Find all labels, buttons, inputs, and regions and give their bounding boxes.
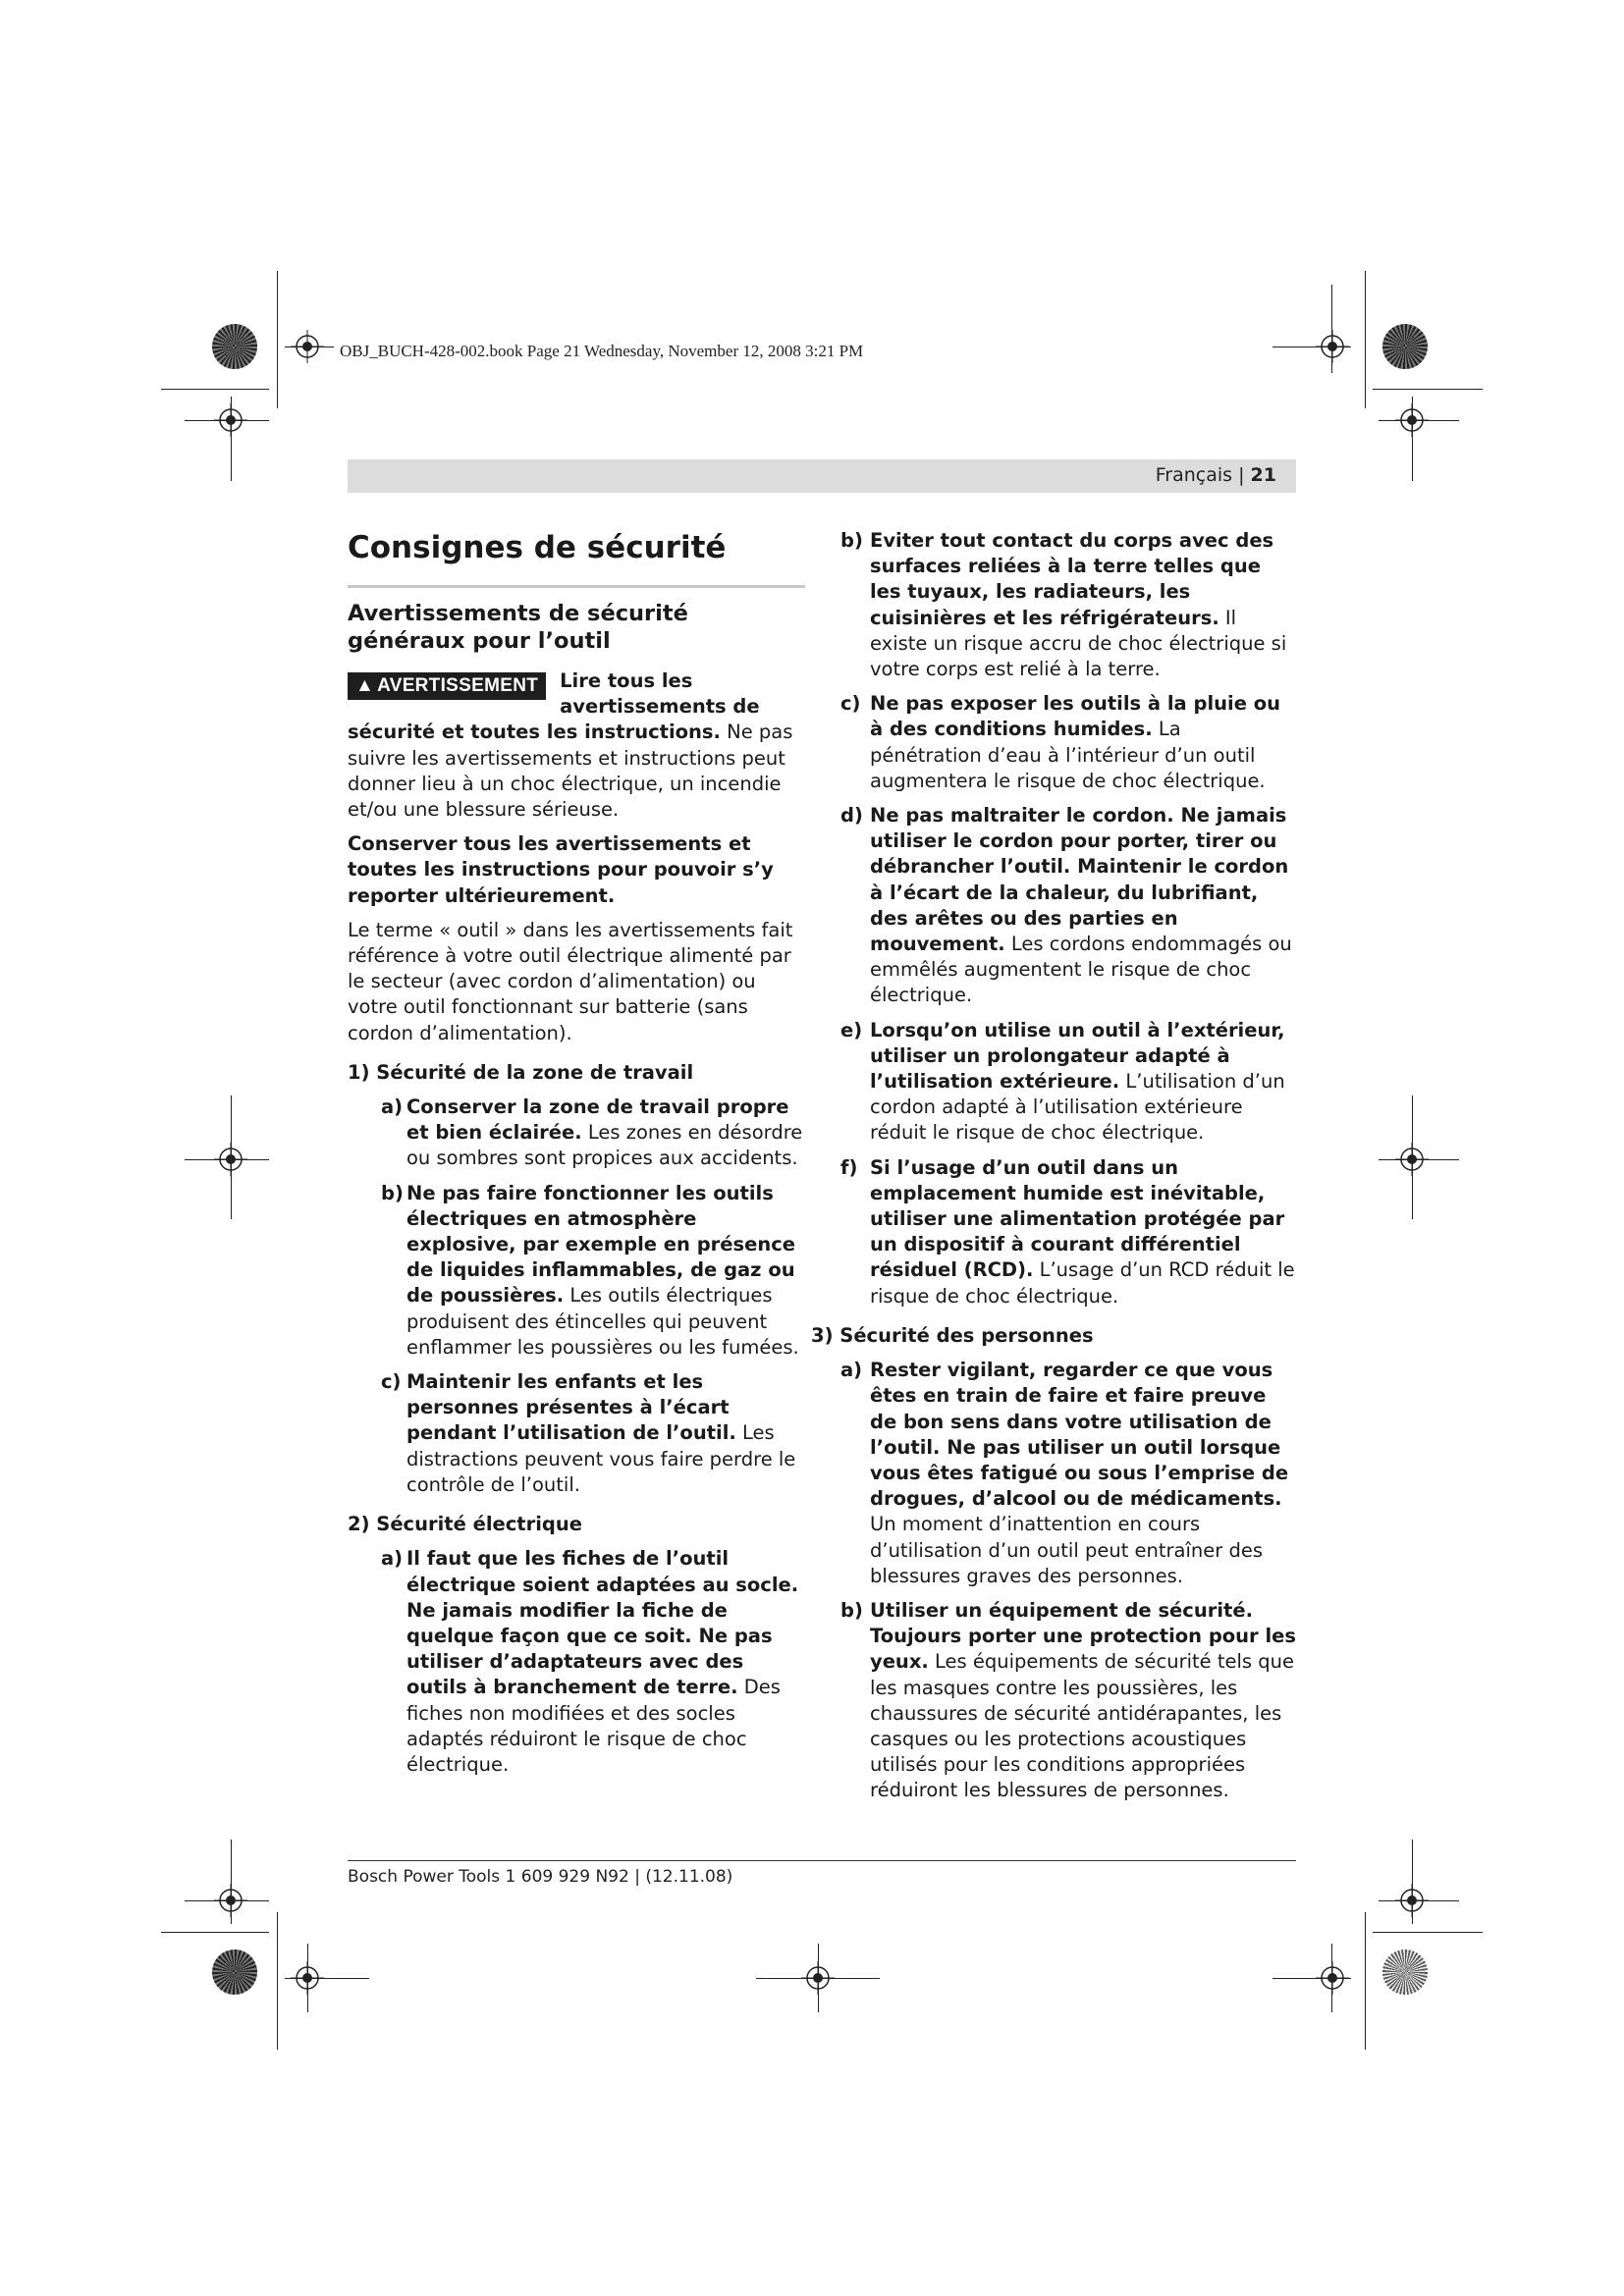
crosshair-icon [1395,1143,1429,1176]
term-definition: Le terme « outil » dans les avertissements fait référence à votre outil électrique alimenté par le secteur (avec cordon d’alimentation) ou votre outil fonctionnant sur batterie (sans cordon d’alimentation). [348,918,793,1044]
right-column [811,528,1296,1813]
header-language: Français | [1155,464,1251,486]
registration-disc-icon [212,1949,257,1995]
section-heading: Avertissements de sécurité généraux pour l’outil [348,601,688,654]
page-footer: Bosch Power Tools 1 609 929 N92 | (12.11.08) [348,1867,733,1887]
warning-triangle-icon: ▲ [355,675,375,696]
page-header [348,459,1296,493]
crosshair-icon [214,1143,247,1176]
print-slug: OBJ_BUCH-428-002.book Page 21 Wednesday, November 12, 2008 3:21 PM [340,342,864,360]
warning-paragraph: ▲ AVERTISSEMENT Lire tous les avertissements de sécurité et toutes les instructions. Ne pas suivre les avertissements et instructions peut donner lieu à un choc électrique, un incendie et/ou une blessure sérieuse. [348,669,793,822]
list-item: a) Conserver la zone de travail propre et bien éclairée. Les zones en désordre ou sombres sont propices aux accidents. [381,1095,803,1170]
registration-disc-icon [1382,324,1428,369]
list-item: a) Rester vigilant, regarder ce que vous êtes en train de faire et faire preuve de bon sens dans votre utilisation de l’outil. Ne pas utiliser un outil lorsque vous êtes fatigué ou sous l’emprise de drogues, d’alcool ou de médicaments. Un moment d’inattention en cours d’utilisation d’un outil peut entraîner des blessures graves des personnes. [840,1359,1289,1587]
list-item: a) Il faut que les fiches de l’outil électrique soient adaptées au socle. Ne jamais modifier la fiche de quelque façon que ce soit. Ne pas utiliser d’adaptateurs avec des outils à branchement de terre. Des fiches non modifiées et des socles adaptés réduiront le risque de choc électrique. [381,1547,799,1776]
registration-disc-icon [212,324,257,369]
left-column [348,528,805,1787]
list-item: c) Ne pas exposer les outils à la pluie ou à des conditions humides. La pénétration d’eau à l’intérieur d’un outil augmentera le risque de choc électrique. [840,692,1280,792]
list-item: b) Eviter tout contact du corps avec des surfaces reliées à la terre telles que les tuyaux, les radiateurs, les cuisinières et les réfrigérateurs. Il existe un risque accru de choc électrique si votre corps est relié à la terre. [840,529,1287,681]
list-item: e) Lorsqu’on utilise un outil à l’extérieur, utiliser un prolongateur adapté à l’utilisation extérieure. L’utilisation d’un cordon adapté à l’utilisation extérieure réduit le risque de choc électrique. [840,1018,1285,1145]
page-title: Consignes de sécurité [348,530,727,565]
list-item: d) Ne pas maltraiter le cordon. Ne jamais utiliser le cordon pour porter, tirer ou débrancher l’outil. Maintenir le cordon à l’écart de la chaleur, du lubrifiant, des arêtes ou des parties en mouvement. Les cordons endommagés ou emmêlés augmentent le risque de choc électrique. [840,804,1292,1007]
list-item: b) Utiliser un équipement de sécurité. Toujours porter une protection pour les yeux. Les équipements de sécurité tels que les masques contre les poussières, les chaussures de sécurité antidérapantes, les casques ou les protections acoustiques utilisés pour les conditions appropriées réduiront les blessures de personnes. [840,1598,1296,1802]
list-item: b) Ne pas faire fonctionner les outils électriques en atmosphère explosive, par exemple en présence de liquides inflammables, de gaz ou de poussières. Les outils électriques produisent des étincelles qui peuvent enflammer les poussières ou les fumées. [381,1181,799,1359]
keep-instructions: Conserver tous les avertissements et toutes les instructions pour pouvoir s’y reporter ultérieurement. [348,832,774,907]
list-item: f) Si l’usage d’un outil dans un emplacement humide est inévitable, utiliser une alimentation protégée par un dispositif à courant différentiel résiduel (RCD). L’usage d’un RCD réduit le risque de choc électrique. [840,1155,1295,1308]
registration-disc-icon [1382,1949,1428,1995]
section-3-heading: 3) Sécurité des personnes [811,1323,1094,1347]
list-item: c) Maintenir les enfants et les personnes présentes à l’écart pendant l’utilisation de l’outil. Les distractions peuvent vous faire perdre le contrôle de l’outil. [381,1370,796,1496]
section-2-heading: 2) Sécurité électrique [348,1513,582,1536]
title-rule [348,585,805,588]
warning-badge: ▲ AVERTISSEMENT [348,672,546,700]
page-number: 21 [1250,464,1276,486]
section-1-heading: 1) Sécurité de la zone de travail [348,1060,694,1084]
footer-rule [348,1860,1296,1861]
